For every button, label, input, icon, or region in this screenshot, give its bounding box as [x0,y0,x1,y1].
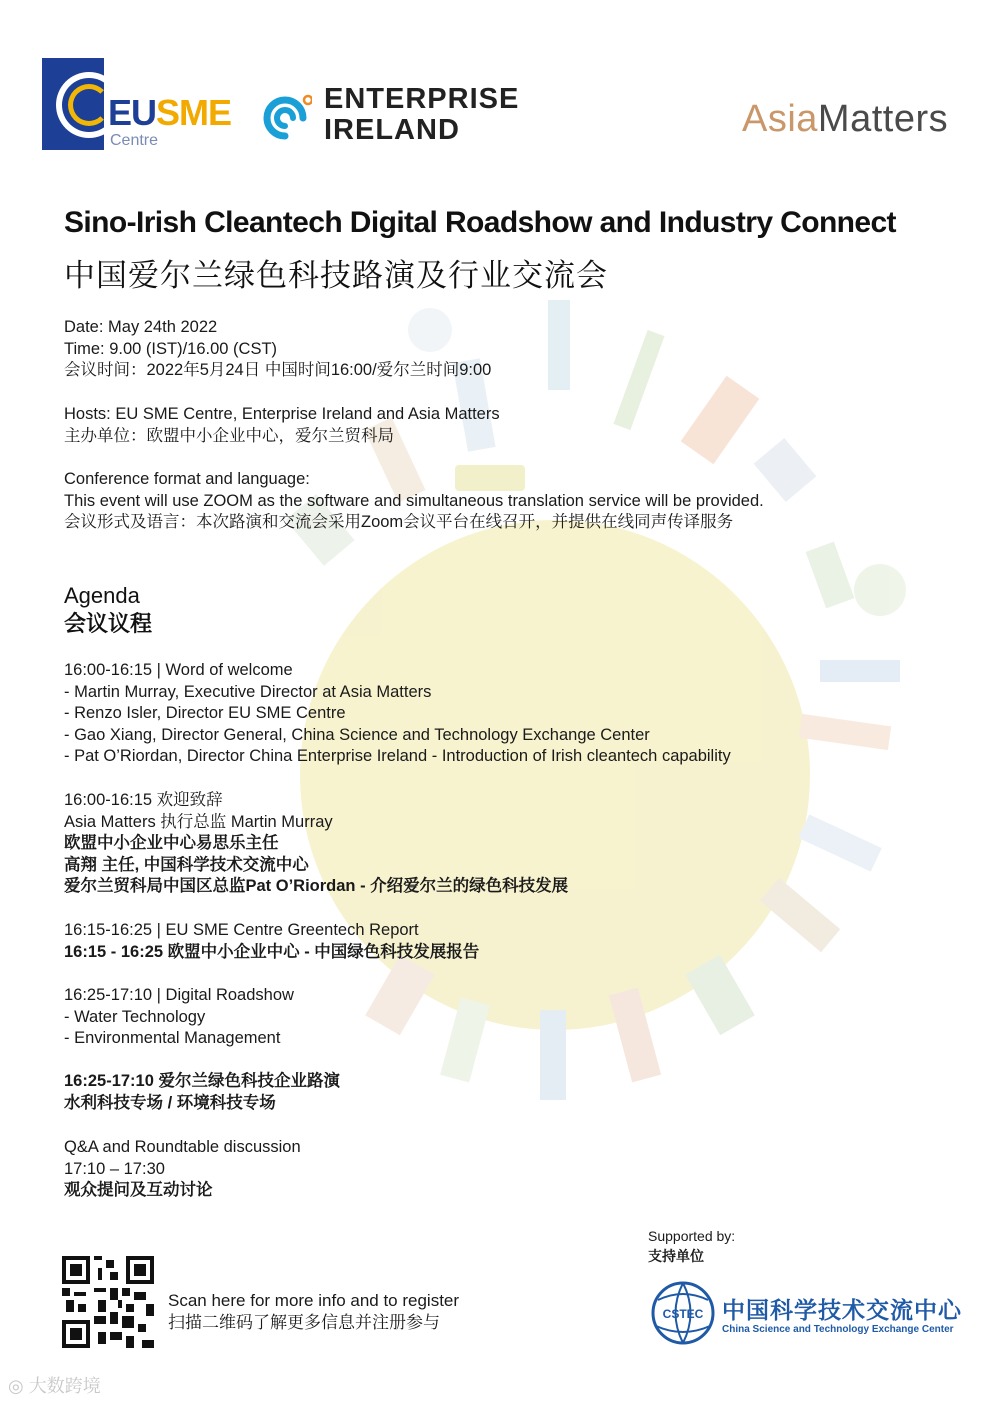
scan-text-cn: 扫描二维码了解更多信息并注册参与 [168,1313,440,1332]
qr-code-icon[interactable] [62,1256,154,1348]
page-title-cn: 中国爱尔兰绿色科技路演及行业交流会 [64,258,608,293]
cstec-name-en: China Science and Technology Exchange Center [722,1324,954,1335]
list-item: 观众提问及互动讨论 [64,1181,213,1200]
enterprise-ireland-text [324,84,519,146]
list-item: 16:25-17:10 | Digital Roadshow [64,986,294,1004]
hosts-en: Hosts: EU SME Centre, Enterprise Ireland and Asia Matters [64,405,500,423]
supported-by [648,1226,735,1266]
list-item: Asia Matters 执行总监 Martin Murray [64,812,333,831]
enterprise-ireland-logo [258,84,548,148]
ei-line2: IRELAND [324,114,460,146]
list-item: 16:00-16:15 | Word of welcome [64,661,293,679]
event-time: Time: 9.00 (IST)/16.00 (CST) [64,339,278,358]
list-item: 水利科技专场 / 环境科技专场 [64,1093,276,1112]
agenda-welcome-en [64,660,731,768]
list-item: - Pat O’Riordan, Director China Enterprise Ireland - Introduction of Irish cleantech capability [64,747,731,766]
list-item: 16:15 - 16:25 欧盟中小企业中心 - 中国绿色科技发展报告 [64,942,480,961]
list-item: - Martin Murray, Executive Director at Asia Matters [64,682,432,701]
asia-matters-logo [742,98,948,141]
agenda-heading-cn: 会议议程 [64,611,153,636]
eusme-sme: SME [156,92,232,133]
hosts-section [64,404,924,447]
list-item: - Water Technology [64,1007,206,1026]
format-en: This event will use ZOOM as the software and simultaneous translation service will be provided. [64,491,764,510]
list-item: 16:15-16:25 | EU SME Centre Greentech Report [64,921,419,939]
agenda-qa [64,1137,301,1202]
watermark-text: 大数跨境 [28,1376,101,1396]
list-item: 爱尔兰贸科局中国区总监Pat O’Riordan - 介绍爱尔兰的绿色科技发展 [64,877,569,896]
format-heading: Conference format and language: [64,470,310,488]
scan-to-register [168,1290,459,1334]
list-item: - Renzo Isler, Director EU SME Centre [64,704,346,723]
event-date: Date: May 24th 2022 [64,318,218,336]
supported-by-en: Supported by: [648,1228,736,1244]
asia-matters-part1: Asia [742,98,818,140]
cstec-globe-icon [650,1280,716,1346]
supported-by-cn: 支持单位 [648,1248,704,1264]
agenda-heading-en: Agenda [64,583,140,608]
date-section [64,317,924,382]
hosts-cn: 主办单位：欧盟中小企业中心，爱尔兰贸科局 [64,426,394,445]
enterprise-ireland-logo-icon [258,94,312,142]
eusme-logo [42,56,242,152]
list-item: 欧盟中小企业中心易思乐主任 [64,834,279,853]
format-section [64,469,924,534]
eusme-eu: EU [108,92,157,133]
cstec-name-cn: 中国科学技术交流中心 [722,1297,962,1323]
list-item: - Gao Xiang, Director General, China Science and Technology Exchange Center [64,725,650,744]
agenda-roadshow-en [64,985,294,1050]
list-item: Q&A and Roundtable discussion [64,1138,301,1156]
eusme-logo-text [108,92,231,134]
agenda-heading [64,582,152,638]
format-cn: 会议形式及语言：本次路演和交流会采用Zoom会议平台在线召开，并提供在线同声传译服务 [64,513,734,531]
scan-text-en: Scan here for more info and to register [168,1291,460,1310]
list-item: 17:10 – 17:30 [64,1159,165,1178]
page-title-en: Sino-Irish Cleantech Digital Roadshow and Industry Connect [64,206,896,239]
list-item: 16:00-16:15 欢迎致辞 [64,791,223,809]
event-time-cn: 会议时间：2022年5月24日 中国时间16:00/爱尔兰时间9:00 [64,361,492,379]
watermark [8,1372,101,1398]
ei-line1: ENTERPRISE [324,83,520,115]
eusme-arc-gold [68,84,110,126]
svg-text:CSTEC: CSTEC [662,1307,704,1321]
weibo-watermark-icon: ◎ [8,1376,29,1396]
asia-matters-part2: Matters [817,98,949,140]
list-item: 高翔 主任, 中国科学技术交流中心 [64,855,309,874]
agenda-report [64,920,479,963]
cstec-logo [650,1280,960,1352]
agenda-roadshow-cn [64,1071,340,1114]
agenda-welcome-cn [64,790,568,898]
list-item: - Environmental Management [64,1029,281,1048]
list-item: 16:25-17:10 爱尔兰绿色科技企业路演 [64,1072,340,1090]
eusme-centre: Centre [110,132,159,149]
